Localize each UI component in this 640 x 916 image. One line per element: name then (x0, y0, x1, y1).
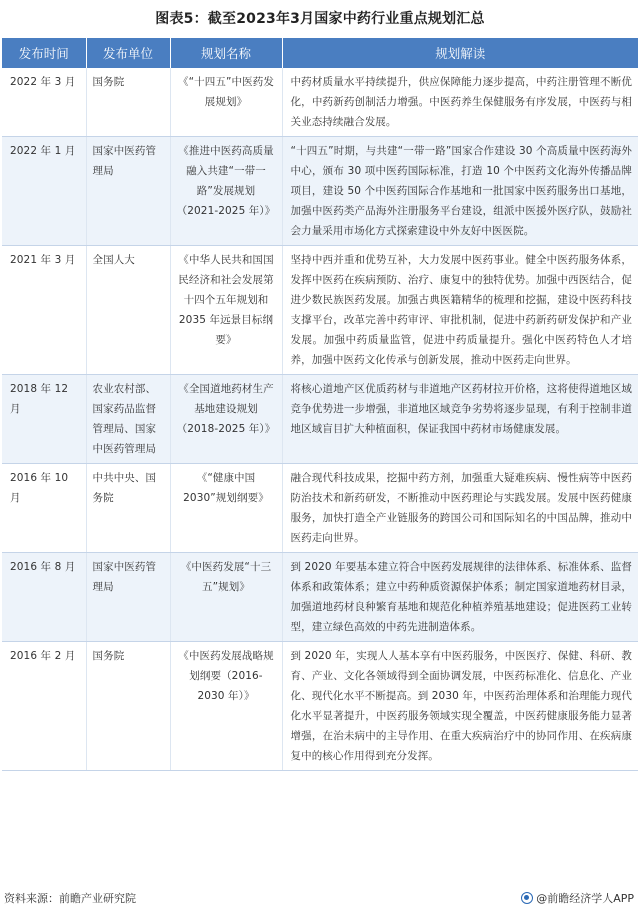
header-desc: 规划解读 (282, 38, 638, 68)
cell-desc: 坚持中西并重和优势互补，大力发展中医药事业。健全中医药服务体系，发挥中医药在疾病预防、治疗、康复中的独特优势。加强中西医结合，促进少数民族医药发展。加强古典医籍精华的梳理和挖掘，建设中医药科技支撑平台，改革完善中药审评、审批机制，促进中药新药研发保护和产业发展。加强中药质量监管，促进中药质量提升。强化中医药特色人才培养，加强中医药文化传承与创新发展，推动中医药走向世界。 (282, 246, 638, 375)
table-row (2, 642, 638, 771)
cell-unit: 全国人大 (86, 246, 170, 375)
cell-date: 2022 年 1 月 (2, 137, 86, 246)
cell-unit: 国家中医药管理局 (86, 553, 170, 642)
cell-name: 《中医药发展战略规划纲要（2016-2030 年）》 (170, 642, 282, 771)
cell-desc: 中药材质量水平持续提升，供应保障能力逐步提高，中药注册管理不断优化，中药新药创制活力增强。中医药养生保健服务有序发展，中医药与相关业态持续融合发展。 (282, 68, 638, 137)
cell-date: 2016 年 10 月 (2, 464, 86, 553)
table-row (2, 375, 638, 464)
cell-name: 《“十四五”中医药发展规划》 (170, 68, 282, 137)
cell-date: 2021 年 3 月 (2, 246, 86, 375)
table-header-row (2, 38, 638, 68)
table-row (2, 137, 638, 246)
brand-label: @前瞻经济学人APP (536, 892, 634, 905)
table-row (2, 464, 638, 553)
cell-name: 《全国道地药材生产基地建设规划（2018-2025 年）》 (170, 375, 282, 464)
cell-unit: 农业农村部、国家药品监督管理局、国家中医药管理局 (86, 375, 170, 464)
cell-date: 2016 年 8 月 (2, 553, 86, 642)
cell-name: 《中医药发展“十三五”规划》 (170, 553, 282, 642)
qianzhan-logo-icon (521, 892, 533, 904)
figure-title: 图表5：截至2023年3月国家中药行业重点规划汇总 (155, 11, 485, 27)
cell-desc: 将核心道地产区优质药材与非道地产区药材拉开价格，这将使得道地区域竞争优势进一步增强，非道地区域竞争劣势将逐步显现，有利于控制非道地区域盲目扩大种植面积，保证我国中药材市场健康发展。 (282, 375, 638, 464)
source-note: 资料来源：前瞻产业研究院 (4, 892, 136, 905)
header-unit: 发布单位 (86, 38, 170, 68)
cell-name: 《中华人民共和国国民经济和社会发展第十四个五年规划和 2035 年远景目标纲要》 (170, 246, 282, 375)
header-name: 规划名称 (170, 38, 282, 68)
cell-date: 2018 年 12 月 (2, 375, 86, 464)
brand-credit (521, 890, 634, 906)
cell-desc: 融合现代科技成果，挖掘中药方剂，加强重大疑难疾病、慢性病等中医药防治技术和新药研发，不断推动中医药理论与实践发展。发展中医药健康服务，加快打造全产业链服务的跨国公司和国际知名的中国品牌，推动中医药走向世界。 (282, 464, 638, 553)
cell-unit: 国务院 (86, 68, 170, 137)
header-date: 发布时间 (2, 38, 86, 68)
cell-unit: 中共中央、国务院 (86, 464, 170, 553)
planning-table (2, 38, 638, 771)
cell-desc: 到 2020 年要基本建立符合中医药发展规律的法律体系、标准体系、监督体系和政策体系；建立中药种质资源保护体系；制定国家道地药材目录，加强道地药材良种繁育基地和规范化种植养殖基地建设；促进医药工业转型，建立绿色高效的中药先进制造体系。 (282, 553, 638, 642)
table-row (2, 68, 638, 137)
cell-unit: 国务院 (86, 642, 170, 771)
cell-date: 2016 年 2 月 (2, 642, 86, 771)
cell-name: 《“健康中国 2030”规划纲要》 (170, 464, 282, 553)
cell-date: 2022 年 3 月 (2, 68, 86, 137)
table-row (2, 246, 638, 375)
cell-unit: 国家中医药管理局 (86, 137, 170, 246)
table-row (2, 553, 638, 642)
cell-desc: “十四五”时期，与共建“一带一路”国家合作建设 30 个高质量中医药海外中心，颁布 30 项中医药国际标准，打造 10 个中医药文化海外传播品牌项目，建设 50 个中医药国际合作基地和一批国家中医药服务出口基地，加强中医药类产品海外注册服务平台建设，组派中医援外医疗队，鼓励社会力量采用市场化方式探索建设中外友好中医医院。 (282, 137, 638, 246)
cell-desc: 到 2020 年，实现人人基本享有中医药服务，中医医疗、保健、科研、教育、产业、文化各领域得到全面协调发展，中医药标准化、信息化、产业化、现代化水平不断提高。到 2030 年，中医药治理体系和治理能力现代化水平显著提升，中医药服务领域实现全覆盖，中医药健康服务能力显著增强，在治未病中的主导作用、在重大疾病治疗中的协同作用、在疾病康复中的核心作用得到充分发挥。 (282, 642, 638, 771)
cell-name: 《推进中医药高质量融入共建“一带一路”发展规划（2021-2025 年）》 (170, 137, 282, 246)
